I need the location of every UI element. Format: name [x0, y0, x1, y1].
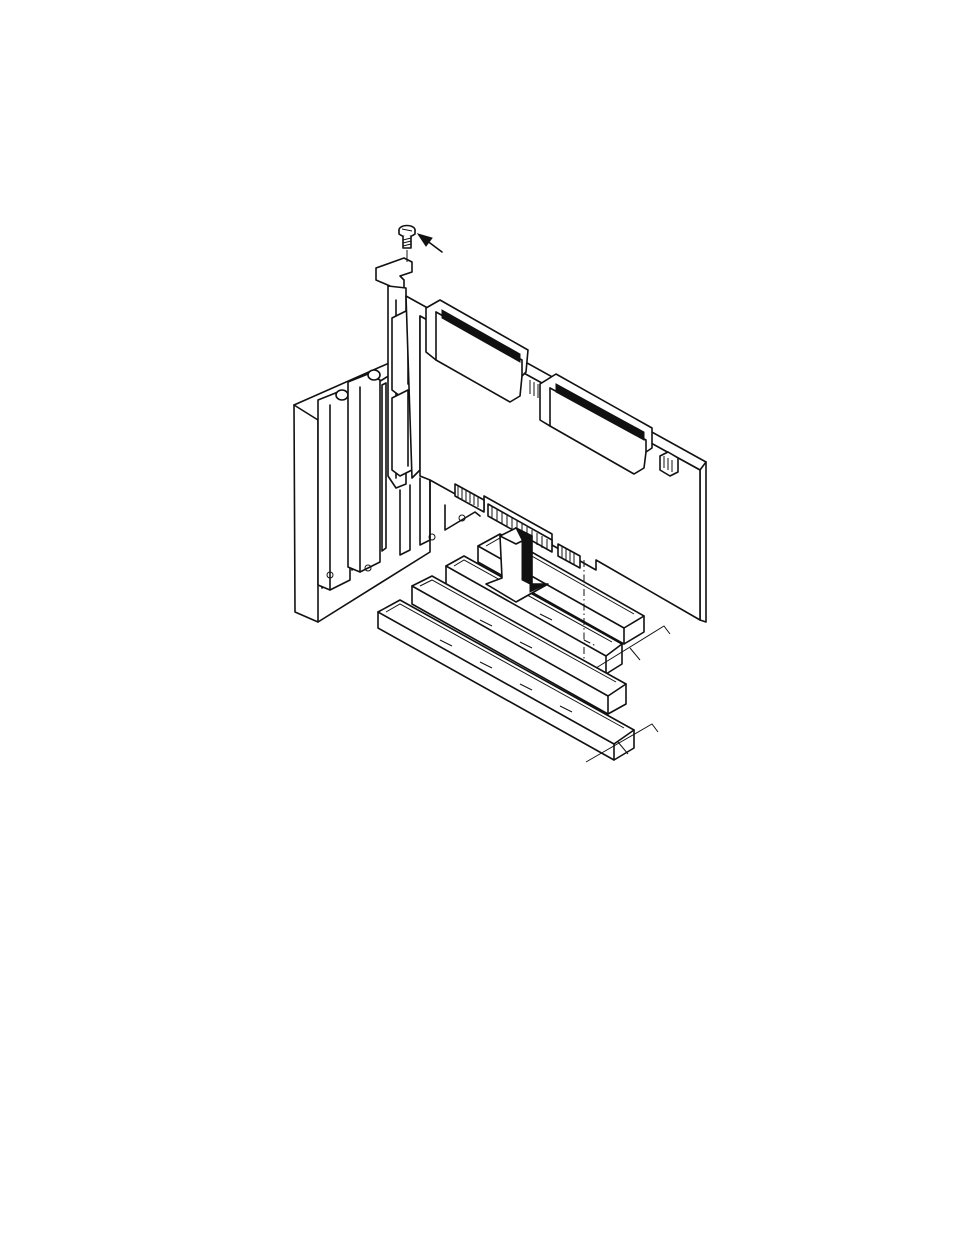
screw [399, 226, 415, 263]
jumper-header [660, 452, 678, 476]
slot-cover [318, 390, 350, 590]
slot-cover [348, 370, 380, 572]
insertion-arrow [418, 234, 442, 252]
